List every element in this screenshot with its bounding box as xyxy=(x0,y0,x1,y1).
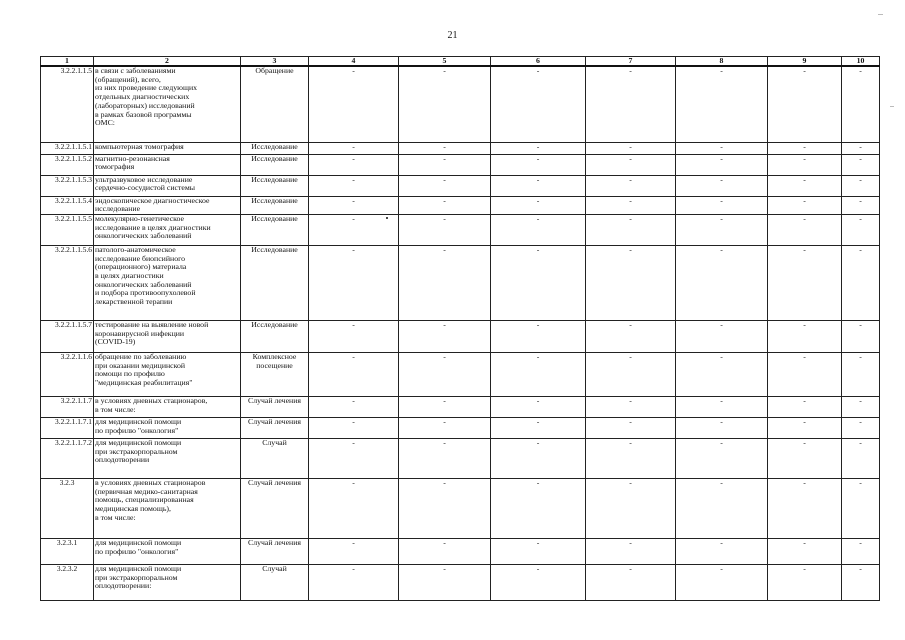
table-row xyxy=(41,214,880,245)
column-header: 1 xyxy=(41,57,94,67)
table-row xyxy=(41,175,880,196)
row-value: - xyxy=(842,154,880,175)
column-header: 4 xyxy=(309,57,399,67)
row-name-line: медицинская помощь), xyxy=(95,504,171,514)
row-value: - xyxy=(491,175,586,196)
row-value: - xyxy=(309,142,399,154)
row-name xyxy=(94,154,241,175)
row-name-line: тестирование на выявление новой xyxy=(95,320,209,329)
row-name-line: (обращений), всего, xyxy=(95,74,161,84)
row-name-line: магнитно-резонансная xyxy=(95,154,170,163)
row-code: 3.2.3 xyxy=(41,478,94,538)
row-value: - xyxy=(309,245,399,320)
table-row xyxy=(41,142,880,154)
row-value: - xyxy=(309,66,399,142)
row-value: - xyxy=(399,396,491,417)
row-name-line: для медицинской помощи xyxy=(95,538,182,547)
row-name-line: томография xyxy=(95,162,135,172)
row-value: - xyxy=(399,154,491,175)
row-value: - xyxy=(399,352,491,396)
table-row xyxy=(41,66,880,142)
row-name-line: ультразвуковое исследование xyxy=(95,175,193,184)
row-value: - xyxy=(676,538,768,564)
row-value: - xyxy=(842,196,880,214)
column-header: 7 xyxy=(586,57,676,67)
row-value: - xyxy=(842,564,880,600)
column-header: 10 xyxy=(842,57,880,67)
row-name-line: в том числе: xyxy=(95,404,136,414)
row-value: - xyxy=(768,417,842,438)
row-name-line: в условиях дневных стационаров xyxy=(95,478,206,487)
row-value: - xyxy=(491,196,586,214)
row-value: - xyxy=(399,438,491,478)
table-row xyxy=(41,538,880,564)
row-unit: Случай xyxy=(241,438,309,478)
row-name-line: в том числе: xyxy=(95,512,136,522)
row-value: - xyxy=(309,417,399,438)
row-unit: Исследование xyxy=(241,175,309,196)
row-unit: Исследование xyxy=(241,154,309,175)
row-name-line: исследование xyxy=(95,204,141,214)
row-value: - xyxy=(676,154,768,175)
row-value: - xyxy=(676,478,768,538)
row-name xyxy=(94,564,241,600)
table-body xyxy=(41,66,880,600)
row-value: - xyxy=(491,538,586,564)
row-unit: Исследование xyxy=(241,196,309,214)
table-row xyxy=(41,438,880,478)
row-value: - xyxy=(842,478,880,538)
row-value: - xyxy=(491,142,586,154)
row-value: - xyxy=(768,214,842,245)
row-name xyxy=(94,438,241,478)
row-value: - xyxy=(768,396,842,417)
row-value: - xyxy=(768,438,842,478)
row-value: - xyxy=(309,564,399,600)
row-value: - xyxy=(586,438,676,478)
row-name xyxy=(94,66,241,142)
row-name xyxy=(94,396,241,417)
row-name xyxy=(94,417,241,438)
row-unit: Случай лечения xyxy=(241,417,309,438)
row-code: 3.2.2.1.1.5.2 xyxy=(41,154,94,175)
row-name-line: (первичная медико-санитарная xyxy=(95,486,198,496)
row-code: 3.2.2.1.1.7 xyxy=(41,396,94,417)
row-value: - xyxy=(676,438,768,478)
row-value: - xyxy=(586,175,676,196)
table-row xyxy=(41,564,880,600)
row-name-line: патолого-анатомическое xyxy=(95,245,176,254)
row-value: - xyxy=(676,66,768,142)
row-value: - xyxy=(842,438,880,478)
row-unit: Комплексное посещение xyxy=(241,352,309,396)
row-value: - xyxy=(768,66,842,142)
row-value: - xyxy=(586,417,676,438)
row-name xyxy=(94,320,241,352)
row-value: - xyxy=(842,142,880,154)
row-value: - xyxy=(842,538,880,564)
table-row xyxy=(41,478,880,538)
table-row xyxy=(41,196,880,214)
row-value: - xyxy=(586,352,676,396)
table-row xyxy=(41,245,880,320)
row-value: - xyxy=(491,214,586,245)
row-value: - xyxy=(586,396,676,417)
row-value: - xyxy=(309,438,399,478)
row-name-line: помощь, специализированная xyxy=(95,495,194,505)
row-value: - xyxy=(309,352,399,396)
row-name-line: исследование биопсийного xyxy=(95,253,185,263)
row-name-line: в целях диагностики xyxy=(95,271,164,281)
table-row xyxy=(41,320,880,352)
row-name-line: по профилю "онкология" xyxy=(95,425,179,435)
row-name-line: отдельных диагностических xyxy=(95,92,190,102)
row-value: - xyxy=(309,154,399,175)
row-value: - xyxy=(399,66,491,142)
row-value: - xyxy=(768,196,842,214)
row-name xyxy=(94,352,241,396)
row-name-line: лекарственной терапии xyxy=(95,297,173,307)
row-name xyxy=(94,478,241,538)
row-name-line: в связи с заболеваниями xyxy=(95,66,176,75)
row-code: 3.2.2.1.1.5.6 xyxy=(41,245,94,320)
scan-mark xyxy=(890,106,894,107)
row-value: - xyxy=(842,396,880,417)
row-value: - xyxy=(676,320,768,352)
row-value: - xyxy=(768,245,842,320)
row-value: - xyxy=(842,417,880,438)
row-value: - xyxy=(768,564,842,600)
column-header: 9 xyxy=(768,57,842,67)
row-value: - xyxy=(399,478,491,538)
row-value: - xyxy=(768,538,842,564)
row-name xyxy=(94,245,241,320)
row-name-line: эндоскопическое диагностическое xyxy=(95,196,210,205)
row-name-line: в рамках базовой программы xyxy=(95,109,192,119)
row-value: - xyxy=(309,538,399,564)
row-code: 3.2.2.1.1.5.4 xyxy=(41,196,94,214)
row-name-line: оплодотворении xyxy=(95,455,150,465)
row-unit: Исследование xyxy=(241,142,309,154)
row-name-line: компьютерная томография xyxy=(95,142,184,151)
row-code: 3.2.2.1.1.5.7 xyxy=(41,320,94,352)
row-value: - xyxy=(491,396,586,417)
row-value: - xyxy=(676,245,768,320)
scan-speck xyxy=(386,217,388,219)
row-value: - xyxy=(676,214,768,245)
row-value: - xyxy=(491,66,586,142)
row-name-line: при экстракорпоральном xyxy=(95,572,178,582)
row-value: - xyxy=(676,417,768,438)
row-value: - xyxy=(399,142,491,154)
row-value: - xyxy=(399,175,491,196)
table-header-row xyxy=(41,57,880,67)
row-value: - xyxy=(768,154,842,175)
row-value: - xyxy=(586,196,676,214)
column-header: 6 xyxy=(491,57,586,67)
row-value: - xyxy=(309,396,399,417)
table-row xyxy=(41,417,880,438)
row-name-line: и подбора противоопухолевой xyxy=(95,288,196,298)
table-row xyxy=(41,154,880,175)
row-value: - xyxy=(586,564,676,600)
row-name-line: при экстракорпоральном xyxy=(95,446,178,456)
row-code: 3.2.2.1.1.5.3 xyxy=(41,175,94,196)
row-value: - xyxy=(676,564,768,600)
row-value: - xyxy=(399,538,491,564)
row-name-line: из них проведение следующих xyxy=(95,83,198,93)
row-unit: Исследование xyxy=(241,245,309,320)
row-value: - xyxy=(842,214,880,245)
row-value: - xyxy=(309,320,399,352)
row-value: - xyxy=(309,196,399,214)
row-value: - xyxy=(491,352,586,396)
row-value: - xyxy=(586,245,676,320)
row-value: - xyxy=(842,66,880,142)
row-value: - xyxy=(768,320,842,352)
row-value: - xyxy=(586,320,676,352)
row-name xyxy=(94,175,241,196)
row-code: 3.2.3.1 xyxy=(41,538,94,564)
row-value: - xyxy=(586,66,676,142)
row-value: - xyxy=(842,245,880,320)
row-code: 3.2.2.1.1.7.1 xyxy=(41,417,94,438)
row-name-line: для медицинской помощи xyxy=(95,564,182,573)
row-value: - xyxy=(676,352,768,396)
row-value: - xyxy=(491,245,586,320)
row-value: - xyxy=(842,175,880,196)
row-unit: Случай лечения xyxy=(241,396,309,417)
row-name-line: по профилю "онкология" xyxy=(95,546,179,556)
row-value: - xyxy=(309,214,399,245)
column-header: 5 xyxy=(399,57,491,67)
row-value: - xyxy=(399,417,491,438)
row-value: - xyxy=(586,154,676,175)
row-name-line: "медицинская реабилитация" xyxy=(95,378,193,388)
row-value: - xyxy=(676,142,768,154)
table-row xyxy=(41,352,880,396)
row-value: - xyxy=(399,214,491,245)
row-name-line: оплодотворении: xyxy=(95,581,152,591)
row-name-line: онкологических заболеваний xyxy=(95,279,192,289)
row-name xyxy=(94,214,241,245)
row-name-line: помощи по профилю xyxy=(95,369,165,379)
row-unit: Случай xyxy=(241,564,309,600)
row-unit: Обращение xyxy=(241,66,309,142)
row-name-line: молекулярно-генетическое xyxy=(95,214,185,223)
row-value: - xyxy=(768,175,842,196)
row-value: - xyxy=(309,478,399,538)
row-value: - xyxy=(768,142,842,154)
row-name xyxy=(94,538,241,564)
row-value: - xyxy=(842,352,880,396)
table-row xyxy=(41,396,880,417)
row-value: - xyxy=(676,175,768,196)
row-value: - xyxy=(842,320,880,352)
row-value: - xyxy=(491,478,586,538)
row-code: 3.2.2.1.1.5.5 xyxy=(41,214,94,245)
row-name-line: (лабораторных) исследований xyxy=(95,100,195,110)
row-value: - xyxy=(768,352,842,396)
row-value: - xyxy=(399,245,491,320)
row-value: - xyxy=(399,320,491,352)
row-unit: Исследование xyxy=(241,320,309,352)
row-name-line: коронавирусной инфекции xyxy=(95,328,185,338)
row-name-line: ОМС: xyxy=(95,118,115,128)
row-name-line: исследование в целях диагностики xyxy=(95,222,211,232)
row-unit: Исследование xyxy=(241,214,309,245)
row-code: 3.2.2.1.1.5.1 xyxy=(41,142,94,154)
row-value: - xyxy=(491,438,586,478)
row-name-line: (операционного) материала xyxy=(95,262,187,272)
row-value: - xyxy=(586,214,676,245)
row-name-line: сердечно-сосудистой системы xyxy=(95,183,196,193)
page-number: 21 xyxy=(447,30,458,41)
row-code: 3.2.2.1.1.7.2 xyxy=(41,438,94,478)
row-name-line: при оказании медицинской xyxy=(95,360,186,370)
row-value: - xyxy=(491,154,586,175)
row-value: - xyxy=(491,417,586,438)
row-name-line: (COVID-19) xyxy=(95,337,136,347)
row-name-line: обращение по заболеванию xyxy=(95,352,187,361)
row-unit: Случай лечения xyxy=(241,538,309,564)
row-value: - xyxy=(399,196,491,214)
row-value: - xyxy=(399,564,491,600)
row-value: - xyxy=(586,142,676,154)
scan-mark xyxy=(878,14,883,15)
row-unit: Случай лечения xyxy=(241,478,309,538)
row-value: - xyxy=(676,396,768,417)
row-name-line: для медицинской помощи xyxy=(95,438,182,447)
row-value: - xyxy=(586,538,676,564)
row-name xyxy=(94,196,241,214)
data-table xyxy=(40,56,880,601)
row-name xyxy=(94,142,241,154)
column-header: 2 xyxy=(94,57,241,67)
row-code: 3.2.2.1.1.5 xyxy=(41,66,94,142)
column-header: 3 xyxy=(241,57,309,67)
column-header: 8 xyxy=(676,57,768,67)
row-code: 3.2.2.1.1.6 xyxy=(41,352,94,396)
row-value: - xyxy=(309,175,399,196)
row-value: - xyxy=(491,564,586,600)
row-code: 3.2.3.2 xyxy=(41,564,94,600)
row-value: - xyxy=(491,320,586,352)
row-name-line: в условиях дневных стационаров, xyxy=(95,396,208,405)
row-name-line: для медицинской помощи xyxy=(95,417,182,426)
row-value: - xyxy=(768,478,842,538)
row-name-line: онкологических заболеваний xyxy=(95,231,192,241)
row-value: - xyxy=(676,196,768,214)
row-value: - xyxy=(586,478,676,538)
